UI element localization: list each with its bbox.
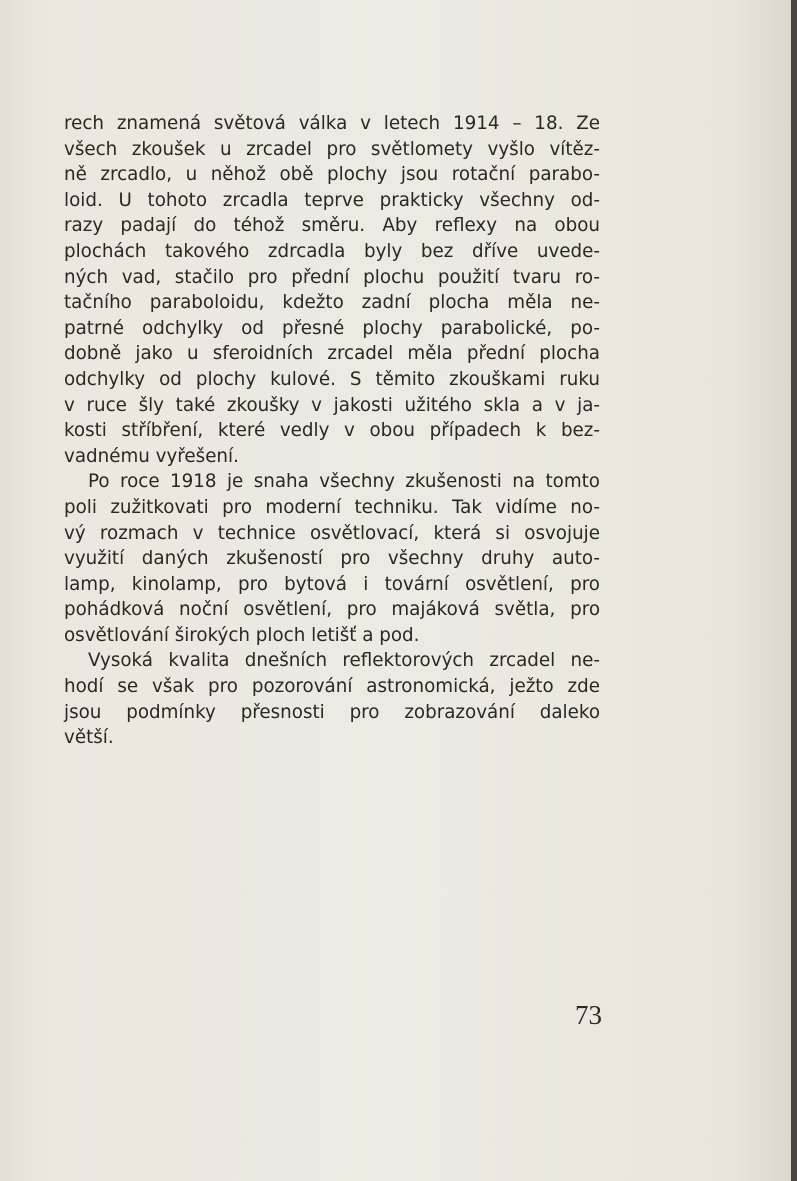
text-line: razy padají do téhož směru. Aby reflexy na obou — [64, 215, 600, 237]
text-line: rech znamená světová válka v letech 1914 – 18. Ze — [64, 113, 600, 134]
text-line: ně zrcadlo, u něhož obě plochy jsou rotační parabo- — [64, 164, 600, 186]
text-line: jsou podmínky přesnosti pro zobrazování daleko — [64, 701, 600, 723]
text-line: odchylky od plochy kulové. S těmito zkouškami ruku — [64, 368, 600, 390]
text-line: lamp, kinolamp, pro bytová i tovární osvětlení, pro — [64, 573, 600, 595]
text-line: větší. — [64, 727, 114, 749]
text-line: osvětlování širokých ploch letišť a pod. — [64, 624, 420, 646]
text-line: poli zužitkovati pro moderní techniku. Tak vidíme no- — [64, 496, 600, 518]
paragraph-1 — [64, 111, 600, 469]
text-line: v ruce šly také zkoušky v jakosti užitého skla a v ja- — [64, 394, 600, 416]
text-line: Po roce 1918 je snaha všechny zkušenosti na tomto — [88, 471, 600, 493]
text-line: loid. U tohoto zrcadla teprve prakticky všechny od- — [64, 189, 600, 211]
text-line: tačního paraboloidu, kdežto zadní plocha měla ne- — [64, 292, 600, 314]
text-line: vadnému vyřešení. — [64, 445, 239, 467]
text-line: kosti stříbření, které vedly v obou případech k bez- — [64, 420, 600, 442]
text-line: hodí se však pro pozorování astronomická, ježto zde — [64, 676, 600, 698]
text-line: ných vad, stačilo pro přední plochu použití tvaru ro- — [64, 266, 600, 288]
text-line: patrné odchylky od přesné plochy parabolické, po- — [64, 317, 600, 339]
text-line: vý rozmach v technice osvětlovací, která si osvojuje — [64, 522, 600, 544]
paragraph-3 — [64, 648, 600, 750]
text-line: Vysoká kvalita dnešních reflektorových zrcadel ne- — [88, 650, 600, 672]
text-line: plochách takového zdrcadla byly bez dříve uvede- — [64, 240, 600, 262]
text-line: pohádková noční osvětlení, pro majáková světla, pro — [64, 599, 600, 621]
page-number: 73 — [575, 1000, 602, 1030]
paragraph-2 — [64, 469, 600, 648]
text-line: dobně jako u sferoidních zrcadel měla přední plocha — [64, 343, 600, 365]
text-line: všech zkoušek u zrcadel pro světlomety vyšlo vítěz- — [64, 138, 600, 160]
text-line: využití daných zkušeností pro všechny druhy auto- — [64, 548, 600, 570]
page-edge — [791, 0, 797, 1181]
body-text — [64, 111, 600, 751]
